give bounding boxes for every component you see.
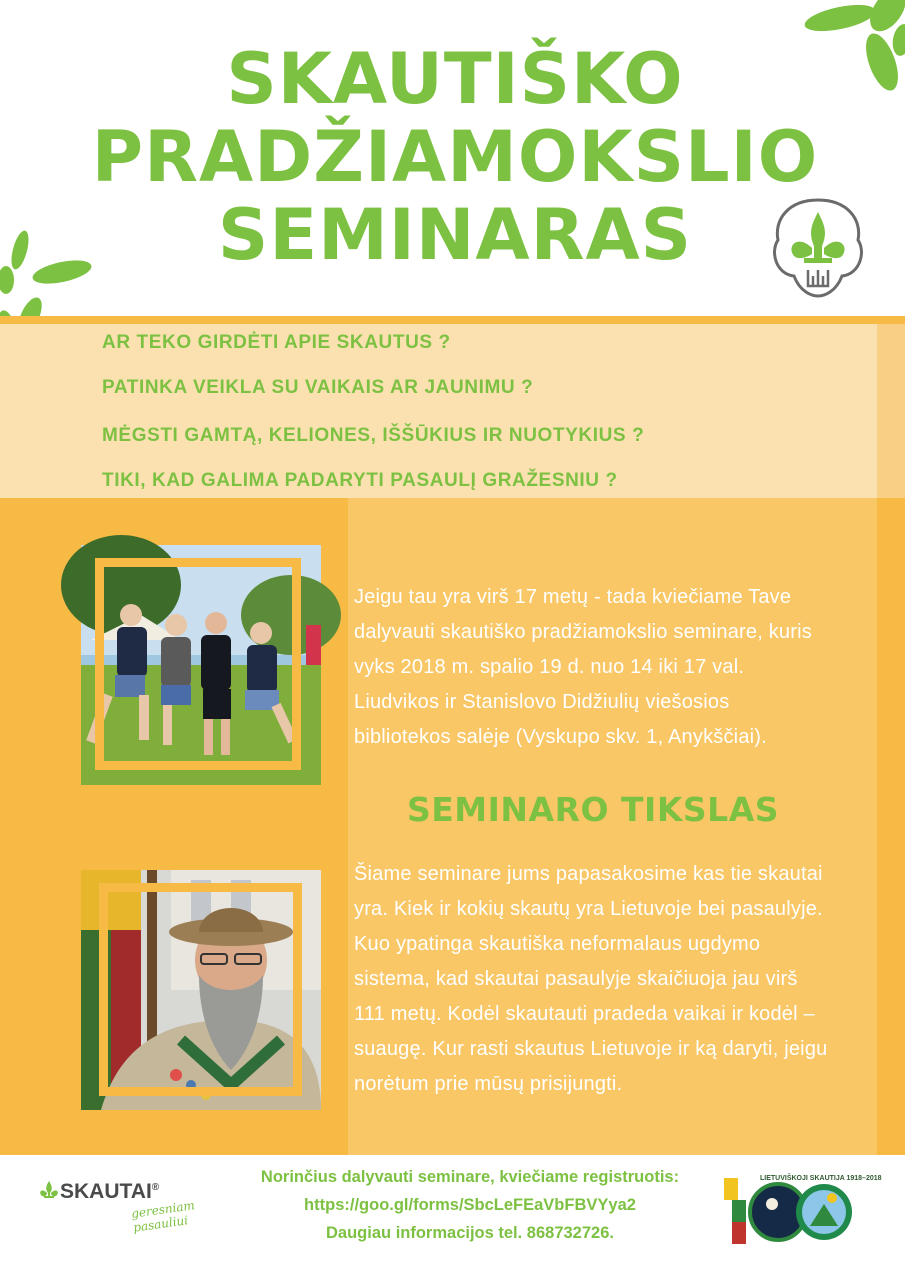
orange-divider <box>0 316 905 324</box>
skautai-slogan: geresniam pasauliui <box>130 1198 196 1235</box>
photo-frame-1 <box>95 558 301 770</box>
question-4: TIKI, KAD GALIMA PADARYTI PASAULĮ GRAŽESNIU ? <box>102 470 618 491</box>
goal-line: Kuo ypatinga skautiška neformalaus ugdymo <box>354 933 761 955</box>
goal-paragraph <box>354 857 874 1102</box>
skautai-logo <box>38 1180 198 1242</box>
registration-info <box>210 1163 730 1247</box>
title-line-1: SKAUTIŠKO <box>226 38 684 120</box>
goal-line: 111 metų. Kodėl skautauti pradeda vaikai ir kodėl – <box>354 1003 815 1025</box>
body-right-strip <box>877 498 905 1155</box>
registration-invite: Norinčius dalyvauti seminare, kviečiame registruotis: <box>260 1168 680 1186</box>
invitation-line: dalyvauti skautiško pradžiamokslio seminare, kuris <box>354 621 812 643</box>
title-line-3: SEMINARAS <box>217 194 693 276</box>
goal-heading: SEMINARO TIKSLAS <box>407 790 779 829</box>
invitation-line: Liudvikos ir Stanislovo Didžiulių viešosios <box>354 691 730 713</box>
invitation-line: Jeigu tau yra virš 17 metų - tada kviečiame Tave <box>354 586 792 608</box>
goal-line: yra. Kiek ir kokių skautų yra Lietuvoje bei pasaulyje. <box>354 898 823 920</box>
scout-fleur-de-lis-icon <box>768 196 868 300</box>
goal-line: sistema, kad skautai pasaulyje skaičiuoja jau virš <box>354 968 798 990</box>
centenary-100-logo <box>720 1168 882 1248</box>
invitation-line: bibliotekos salėje (Vyskupo skv. 1, Anykščiai). <box>354 726 767 748</box>
goal-line: suaugę. Kur rasti skautus Lietuvoje ir ką daryti, jeigu <box>354 1038 828 1060</box>
photo-frame-2 <box>99 883 302 1096</box>
registration-link[interactable]: https://goo.gl/forms/SbcLeFEaVbFBVYya2 <box>304 1196 636 1214</box>
question-2: PATINKA VEIKLA SU VAIKAIS AR JAUNIMU ? <box>102 377 534 398</box>
invitation-paragraph <box>354 580 874 755</box>
skautai-name <box>60 1180 159 1204</box>
page-title <box>60 40 850 274</box>
photo-scout-leader <box>81 870 321 1110</box>
contact-phone: Daugiau informacijos tel. 868732726. <box>326 1224 614 1242</box>
registered-mark: ® <box>151 1182 160 1193</box>
centenary-text: LIETUVIŠKOJI SKAUTIJA 1918–2018 <box>760 1175 882 1182</box>
invitation-line: vyks 2018 m. spalio 19 d. nuo 14 iki 17 val. <box>354 656 745 678</box>
goal-line: Šiame seminare jums papasakosime kas tie skautai <box>354 863 823 885</box>
question-1: AR TEKO GIRDĖTI APIE SKAUTUS ? <box>102 332 451 353</box>
question-3: MĖGSTI GAMTĄ, KELIONES, IŠŠŪKIUS IR NUOTYKIUS ? <box>102 425 645 446</box>
photo-scouts-jumping <box>81 545 321 785</box>
goal-line: norėtum prie mūsų prisijungti. <box>354 1073 623 1095</box>
questions-panel-strip <box>877 324 905 498</box>
fleur-de-lis-small-icon <box>38 1180 60 1202</box>
skautai-name-text: SKAUTAI <box>60 1180 152 1203</box>
title-line-2: PRADŽIAMOKSLIO <box>91 116 819 198</box>
